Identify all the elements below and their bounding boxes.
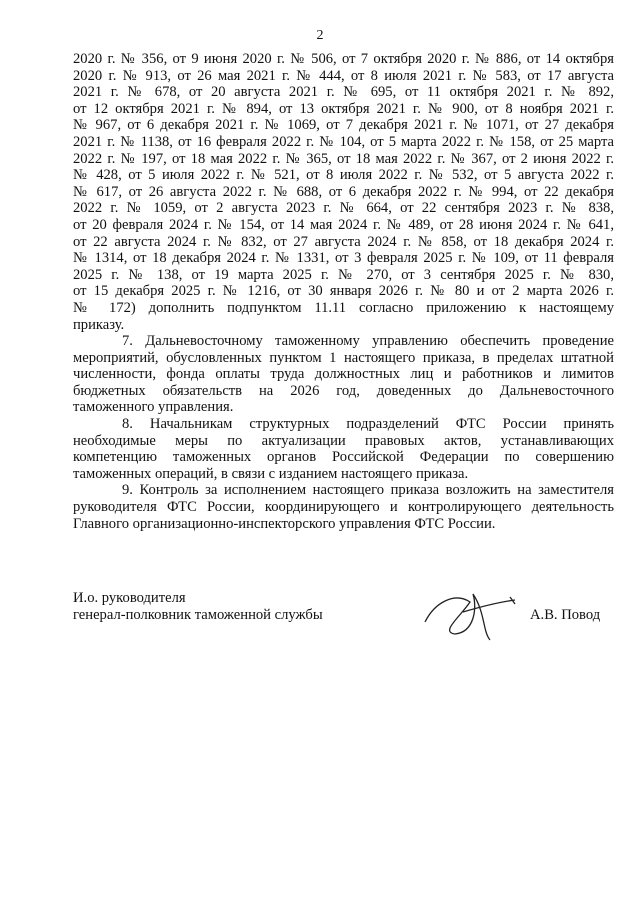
text-line: бюджетных обязательств на 2026 год, доведенных до Дальневосточного [73,382,614,399]
text-line: необходимые меры по актуализации правовых актов, устанавливающих [73,432,614,449]
text-line: от 20 февраля 2024 г. № 154, от 14 мая 2024 г. № 489, от 28 июня 2024 г. № 641, [73,216,614,233]
text-line: численности, фонда оплаты труда должностных лиц и работников и лимитов [73,366,614,383]
text-line: таможенного управления. [73,399,234,416]
text-line: 2020 г. № 913, от 26 мая 2021 г. № 444, от 8 июля 2021 г. № 583, от 17 августа [73,67,614,84]
text-line: руководителя ФТС России, координирующего и контролирующего деятельность [73,499,614,516]
signature-block [73,590,323,624]
signatory-position: И.о. руководителя [73,590,186,606]
text-line: 2021 г. № 1138, от 16 февраля 2022 г. № 104, от 5 марта 2022 г. № 158, от 25 марта [73,133,614,150]
text-line: № 172) дополнить подпунктом 11.11 согласно приложению к настоящему [73,299,614,316]
text-line: приказу. [73,316,125,333]
text-line: 9. Контроль за исполнением настоящего приказа возложить на заместителя [122,482,614,499]
paragraph [73,51,614,333]
paragraph [73,333,614,416]
text-line: 2021 г. № 678, от 20 августа 2021 г. № 695, от 11 октября 2021 г. № 892, [73,84,614,101]
signatory-name: А.В. Повод [530,607,601,623]
paragraph [73,482,614,532]
text-line: № 428, от 5 июля 2022 г. № 521, от 8 июля 2022 г. № 532, от 5 августа 2022 г. [73,167,614,184]
text-line: компетенцию таможенных органов Российской Федерации по совершению [73,449,614,466]
text-line: от 15 декабря 2025 г. № 1216, от 30 января 2026 г. № 80 и от 2 марта 2026 г. [73,283,614,300]
text-line: 2025 г. № 138, от 19 марта 2025 г. № 270, от 3 сентября 2025 г. № 830, [73,266,614,283]
text-line: № 967, от 6 декабря 2021 г. № 1069, от 7 декабря 2021 г. № 1071, от 27 декабря [73,117,614,134]
page-number: 2 [316,28,324,43]
text-line: 2022 г. № 197, от 18 мая 2022 г. № 365, от 18 мая 2022 г. № 367, от 2 июня 2022 г. [73,150,614,167]
text-line: № 617, от 26 августа 2022 г. № 688, от 6 декабря 2022 г. № 994, от 22 декабря [73,183,614,200]
text-line: от 12 октября 2021 г. № 894, от 13 октября 2021 г. № 900, от 8 ноября 2021 г. [73,100,614,117]
handwritten-signature [415,582,525,642]
text-line: мероприятий, обусловленных пунктом 1 настоящего приказа, в пределах штатной [73,349,614,366]
text-line: № 1314, от 18 декабря 2024 г. № 1331, от 3 февраля 2025 г. № 109, от 11 февраля [73,250,614,267]
text-line: от 22 августа 2024 г. № 832, от 27 августа 2024 г. № 858, от 18 декабря 2024 г. [73,233,614,250]
signatory-rank: генерал-полковник таможенной службы [73,607,323,623]
text-line: 2022 г. № 1059, от 2 августа 2023 г. № 664, от 22 сентября 2023 г. № 838, [73,200,614,217]
document-body [73,51,614,532]
text-line: таможенных операций, в связи с изданием настоящего приказа. [73,465,469,482]
text-line: 7. Дальневосточному таможенному управлению обеспечить проведение [122,333,614,350]
text-line: 8. Начальникам структурных подразделений ФТС России принять [122,416,614,433]
text-line: Главного организационно-инспекторского управления ФТС России. [73,515,496,532]
paragraph [73,416,614,482]
text-line: 2020 г. № 356, от 9 июня 2020 г. № 506, от 7 октября 2020 г. № 886, от 14 октября [73,51,614,67]
